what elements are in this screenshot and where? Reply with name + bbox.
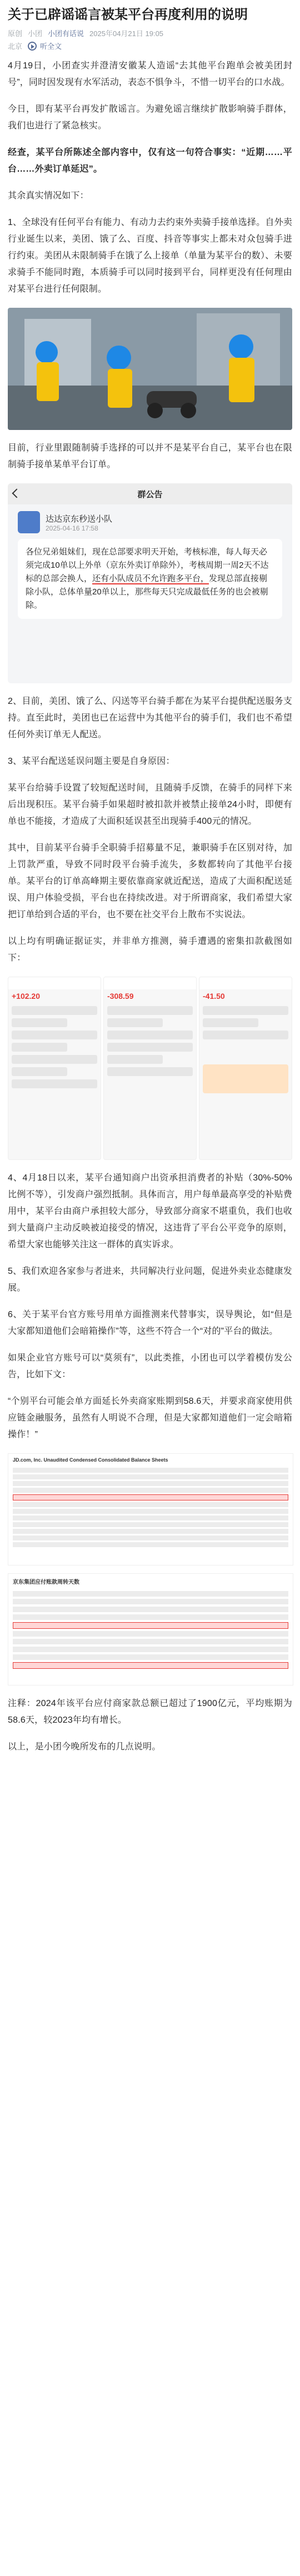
article-meta [8, 28, 292, 38]
paragraph-9: 某平台给骑手设置了较短配送时间，且随骑手反馈，在骑手的同样下来后出现积压。某平台骑手如果超时被扣款并被禁止接单24小时，即便有单也不能接，才造成了大面积延误甚至出现骑手400元的情况。 [8, 783, 292, 826]
author-name: 小团 [28, 29, 43, 38]
chat-screenshot [8, 483, 292, 683]
chat-sender [18, 511, 282, 533]
paragraph-13: 5、我们欢迎各家参与者进来，共同解决行业问题，促进外卖业态健康发展。 [8, 1267, 292, 1293]
message-highlight: 还有小队成员不允许跑多平台， [92, 574, 209, 583]
screenshot-2 [103, 977, 197, 1160]
listen-button[interactable] [28, 41, 62, 51]
balance-sheet-header: JD.com, Inc. Unaudited Condensed Consolidated Balance Sheets [13, 1457, 168, 1463]
screenshot-1 [8, 977, 101, 1160]
riders-photo [8, 308, 292, 430]
paragraph-3 [8, 144, 292, 178]
chat-header [8, 483, 292, 504]
payables-days-image [8, 1573, 293, 1685]
paragraph-12: 4、4月18日以来，某平台通知商户出资承担消费者的补贴（30%-50%比例不等），引发商户强烈抵制。具体而言，用户每单最高享受的补贴费用中，某平台由商户承担较大部分，导致部分商家不堪重负，我们也收到大量商户主动反映被迫接受的情况，这违背了平台公平竞争的原则，希望大家也能够关注这一群体的真实诉求。 [8, 1173, 292, 1249]
publish-region: 北京 [8, 42, 23, 51]
paragraph-1: 4月19日，小团查实并澄清安徽某人造谣“去其他平台跑单会被美团封号”，同时因发现有水军活动，表态不惧争斗，不惜一切平台的口水战。 [8, 61, 292, 87]
screenshot-2-amount: -308.59 [107, 992, 134, 1001]
paragraph-8: 3、某平台配送延误问题主要是自身原因： [8, 757, 175, 766]
chat-message [18, 539, 282, 619]
paragraph-4: 其余真实情况如下： [8, 191, 89, 201]
sender-name: 达达京东秒送小队 [46, 514, 113, 524]
paragraph-5: 1、全球没有任何平台有能力、有动力去约束外卖骑手接单选择。自外卖行业诞生以来，美团、饿了么、百度、抖音等事实上都未对众包骑手进行约束。美团从未限制骑手在饿了么上接单（单量为某平台的数）、未要求骑手不能同时跑，本质骑手可以同时接到平台，同样更没有任何理由对某平台进行任何限制。 [8, 218, 292, 294]
balance-sheet-image [8, 1453, 293, 1565]
riders-photo-illustration [8, 308, 292, 430]
article-region-row [8, 41, 292, 51]
paragraph-3-bold: 经查，某平台所陈述全部内容中，仅有这一句符合事实：“近期……平台……外卖订单延迟”。 [8, 148, 292, 174]
article-title: 关于已辟谣谣言被某平台再度利用的说明 [8, 7, 248, 22]
paragraph-17: 注释：2024年该平台应付商家款总额已超过了1900亿元，平均账期为58.6天，较2023年均有增长。 [8, 1699, 292, 1725]
payables-days-header: 京东集团应付账款周转天数 [13, 1579, 79, 1585]
chat-header-title: 群公告 [137, 489, 163, 499]
deduction-screenshots [8, 977, 292, 1160]
paragraph-15: 如果企业官方账号可以“莫须有”，以此类推，小团也可以学着模仿发公告，比如下文： [8, 1353, 292, 1379]
message-part-2: 发现总部直接剔除小队，总体单量20单以上，那些每天只完成最低任务的也会被剔除。 [26, 574, 268, 610]
paragraph-10: 其中，目前某平台骑手全职骑手招募量不足，兼职骑手在区别对待，加上罚款严重，导致不同时段平台骑手流失，多数都转向了其他平台接单。某平台的订单高峰期主要依靠商家就近配送，造成了大面积配送延误、用户体验受损，平台也在持续改进。对于所谓商家，我们希望大家把订单给到合适的平台，也不要在社交平台上散布不实说法。 [8, 843, 292, 919]
screenshot-1-amount: +102.20 [12, 992, 40, 1001]
sender-time: 2025-04-16 17:58 [46, 524, 98, 532]
screenshot-3 [199, 977, 292, 1160]
play-icon [28, 42, 37, 51]
original-tag: 原创 [8, 29, 23, 38]
paragraph-18: 以上，是小团今晚所发布的几点说明。 [8, 1742, 161, 1752]
account-link[interactable]: 小团有话说 [48, 29, 84, 38]
message-part-1: 各位兄弟姐妹们，现在总部要求明天开始，考核标准，每人每天必须完成10单以上外单（京东外卖订单除外），考核周期一周2天不达标的总部会换人， [26, 547, 269, 583]
listen-label: 听全文 [40, 42, 62, 51]
back-icon [12, 489, 22, 498]
paragraph-2: 今日，即有某平台再发扩散谣言。为避免谣言继续扩散影响骑手群体，我们也进行了紧急核实。 [8, 104, 292, 131]
paragraph-16: “个别平台可能会单方面延长外卖商家账期到58.6天，并要求商家使用供应链金融服务，虽然有人明说不合理，但是大家都知道他们一定会暗箱操作！” [8, 1397, 292, 1439]
paragraph-6: 目前，行业里跟随制骑手选择的可以并不是某平台自己，某平台也在限制骑手接单某单平台订单。 [8, 443, 292, 469]
paragraph-11: 以上均有明确证据证实，并非单方推测，骑手遭遇的密集扣款截图如下： [8, 937, 292, 963]
paragraph-14: 6、关于某平台官方账号用单方面推测来代替事实，误导舆论，如“但是大家都知道他们会暗箱操作”等，这些不符合一个“对的”平台的做法。 [8, 1310, 292, 1336]
avatar [18, 511, 40, 533]
screenshot-3-amount: -41.50 [203, 992, 225, 1001]
publish-date: 2025年04月21日 19:05 [89, 29, 164, 38]
paragraph-7: 2、目前，美团、饿了么、闪送等平台骑手都在为某平台提供配送服务支持。直至此时，美团也已在运营中为其他平台的骑手们，我们也不希望任何外卖订单无人配送。 [8, 697, 292, 739]
